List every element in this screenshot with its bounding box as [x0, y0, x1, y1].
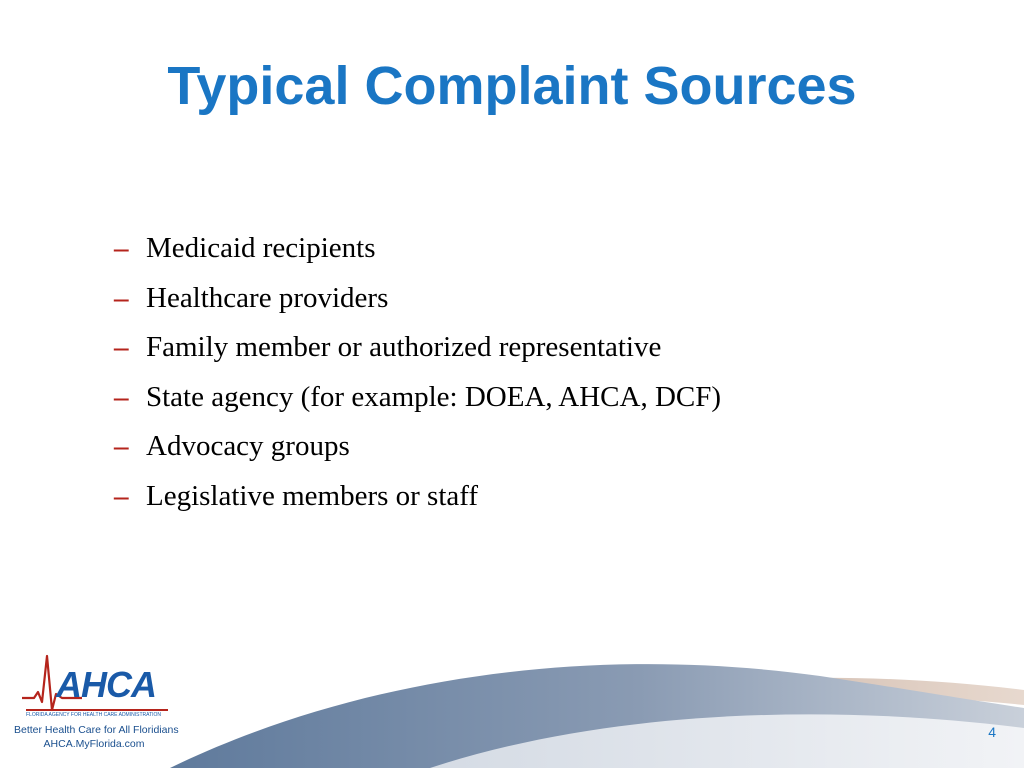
bullet-text: Legislative members or staff [146, 479, 479, 512]
bullet-dash: – [114, 430, 129, 462]
bullet-text: Healthcare providers [146, 281, 389, 314]
bullet-text: State agency (for example: DOEA, AHCA, DCF) [146, 380, 722, 413]
bullet-dash: – [114, 232, 129, 264]
logo-wordmark: AHCA [56, 664, 156, 705]
bullet-text: Medicaid recipients [146, 232, 376, 264]
logo-url: AHCA.MyFlorida.com [43, 738, 145, 750]
logo-agency-name: FLORIDA AGENCY FOR HEALTH CARE ADMINISTRATION [26, 712, 162, 718]
slide-title: Typical Complaint Sources [167, 56, 857, 116]
logo-divider [26, 709, 168, 711]
logo-tagline: Better Health Care for All Floridians [14, 724, 179, 736]
ahca-logo [14, 652, 179, 762]
bullet-text: Advocacy groups [146, 430, 350, 462]
page-number: 4 [988, 724, 996, 740]
bullet-dash: – [114, 281, 129, 314]
bullet-dash: – [114, 380, 129, 413]
bullet-text: Family member or authorized representative [146, 331, 662, 363]
bullet-dash: – [114, 331, 129, 363]
bullet-dash: – [114, 479, 129, 512]
